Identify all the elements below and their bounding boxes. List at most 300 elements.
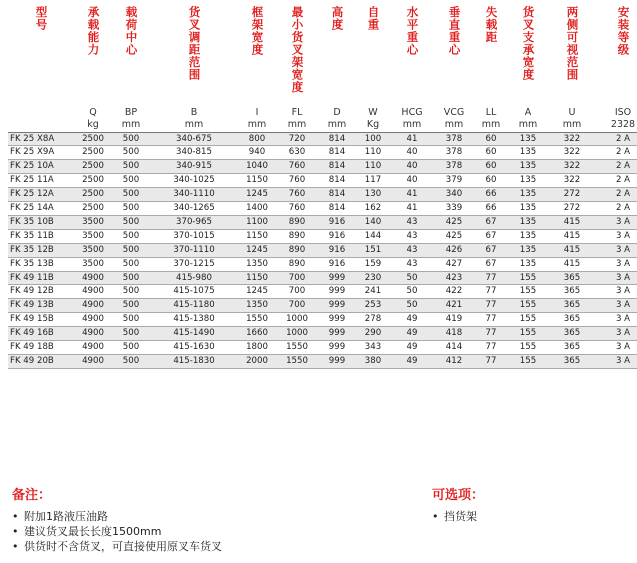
header-symbol-row xyxy=(8,98,637,118)
table-cell: 3 A xyxy=(596,355,637,369)
table-cell: 500 xyxy=(112,243,150,257)
table-cell: 2 A xyxy=(596,160,637,174)
table-cell: 4900 xyxy=(74,341,112,355)
column-header-label: 货叉调距范围 xyxy=(187,6,202,81)
table-row xyxy=(8,229,637,243)
table-cell: 500 xyxy=(112,160,150,174)
table-cell: 1800 xyxy=(238,341,276,355)
table-cell: 67 xyxy=(474,243,508,257)
header-label-row xyxy=(8,6,637,98)
bullet-icon: • xyxy=(432,510,439,523)
table-cell: 4900 xyxy=(74,355,112,369)
notes-title: 备注： xyxy=(12,488,52,503)
column-unit: mm xyxy=(390,118,434,133)
table-cell: 155 xyxy=(508,313,548,327)
table-cell: 340-915 xyxy=(150,160,238,174)
table-cell: 814 xyxy=(318,160,356,174)
table-cell: 4900 xyxy=(74,285,112,299)
table-cell: 370-965 xyxy=(150,215,238,229)
column-header xyxy=(318,6,356,98)
table-cell: 4900 xyxy=(74,313,112,327)
table-cell: 135 xyxy=(508,160,548,174)
table-cell: 3 A xyxy=(596,271,637,285)
table-cell: 322 xyxy=(548,160,596,174)
table-row xyxy=(8,215,637,229)
table-row xyxy=(8,160,637,174)
bullet-icon: • xyxy=(12,510,19,523)
table-cell: 322 xyxy=(548,146,596,160)
table-cell: 2 A xyxy=(596,132,637,146)
table-cell: 1100 xyxy=(238,215,276,229)
table-cell: 720 xyxy=(276,132,318,146)
table-cell: 100 xyxy=(356,132,390,146)
table-cell: 4900 xyxy=(74,327,112,341)
model-cell: FK 49 12B xyxy=(8,285,74,299)
table-cell: 3 A xyxy=(596,229,637,243)
table-cell: 155 xyxy=(508,271,548,285)
table-cell: 500 xyxy=(112,341,150,355)
table-cell: 60 xyxy=(474,132,508,146)
column-symbol: B xyxy=(190,106,198,118)
column-header xyxy=(548,6,596,98)
column-unit: mm xyxy=(112,118,150,133)
column-header xyxy=(112,6,150,98)
table-cell: 67 xyxy=(474,215,508,229)
table-cell: 1245 xyxy=(238,188,276,202)
column-header-label: 自重 xyxy=(366,6,381,31)
table-cell: 135 xyxy=(508,243,548,257)
column-unit: mm xyxy=(318,118,356,133)
table-cell: 419 xyxy=(434,313,474,327)
column-symbol xyxy=(8,98,74,118)
column-header-label: 框架宽度 xyxy=(250,6,265,56)
table-cell: 2500 xyxy=(74,202,112,216)
table-cell: 3 A xyxy=(596,257,637,271)
column-header-label: 型号 xyxy=(34,6,49,31)
table-cell: 500 xyxy=(112,188,150,202)
table-cell: 66 xyxy=(474,202,508,216)
table-cell: 890 xyxy=(276,243,318,257)
column-unit: mm xyxy=(434,118,474,133)
table-cell: 49 xyxy=(390,355,434,369)
table-cell: 415-1075 xyxy=(150,285,238,299)
table-cell: 365 xyxy=(548,271,596,285)
table-cell: 4900 xyxy=(74,271,112,285)
options-list xyxy=(432,509,484,524)
column-symbol: FL xyxy=(291,106,303,118)
table-row xyxy=(8,243,637,257)
table-cell: 272 xyxy=(548,188,596,202)
column-unit: mm xyxy=(508,118,548,133)
notes-item xyxy=(12,524,222,539)
spec-table xyxy=(8,6,637,369)
table-cell: 814 xyxy=(318,202,356,216)
table-cell: 760 xyxy=(276,188,318,202)
table-cell: 500 xyxy=(112,132,150,146)
bullet-icon: • xyxy=(12,525,19,538)
table-cell: 415-1830 xyxy=(150,355,238,369)
table-cell: 60 xyxy=(474,174,508,188)
table-cell: 916 xyxy=(318,229,356,243)
table-cell: 2500 xyxy=(74,174,112,188)
table-cell: 999 xyxy=(318,355,356,369)
column-unit: mm xyxy=(548,118,596,133)
table-cell: 340 xyxy=(434,188,474,202)
table-cell: 999 xyxy=(318,327,356,341)
table-cell: 425 xyxy=(434,215,474,229)
table-cell: 159 xyxy=(356,257,390,271)
table-cell: 3 A xyxy=(596,313,637,327)
table-cell: 41 xyxy=(390,132,434,146)
table-cell: 135 xyxy=(508,257,548,271)
table-cell: 415 xyxy=(548,243,596,257)
table-row xyxy=(8,202,637,216)
table-cell: 500 xyxy=(112,285,150,299)
table-cell: 60 xyxy=(474,146,508,160)
table-cell: 67 xyxy=(474,229,508,243)
table-cell: 3500 xyxy=(74,257,112,271)
column-symbol: VCG xyxy=(443,106,465,118)
table-cell: 67 xyxy=(474,257,508,271)
table-cell: 890 xyxy=(276,229,318,243)
table-cell: 999 xyxy=(318,313,356,327)
table-cell: 415-980 xyxy=(150,271,238,285)
spec-table-body xyxy=(8,132,637,368)
table-cell: 140 xyxy=(356,215,390,229)
table-cell: 272 xyxy=(548,202,596,216)
table-cell: 77 xyxy=(474,355,508,369)
table-cell: 421 xyxy=(434,299,474,313)
table-cell: 340-1110 xyxy=(150,188,238,202)
column-symbol: A xyxy=(524,106,532,118)
table-cell: 155 xyxy=(508,285,548,299)
table-cell: 700 xyxy=(276,271,318,285)
table-row xyxy=(8,355,637,369)
table-cell: 814 xyxy=(318,132,356,146)
table-cell: 135 xyxy=(508,215,548,229)
table-cell: 162 xyxy=(356,202,390,216)
table-cell: 500 xyxy=(112,327,150,341)
table-cell: 77 xyxy=(474,299,508,313)
table-cell: 916 xyxy=(318,243,356,257)
table-cell: 760 xyxy=(276,160,318,174)
model-cell: FK 25 X8A xyxy=(8,132,74,146)
column-unit: mm xyxy=(238,118,276,133)
column-header-label: 安装等级 xyxy=(616,6,631,56)
table-cell: 500 xyxy=(112,271,150,285)
table-cell: 43 xyxy=(390,243,434,257)
table-cell: 427 xyxy=(434,257,474,271)
table-cell: 322 xyxy=(548,132,596,146)
notes-item xyxy=(12,509,222,524)
column-header-label: 承载能力 xyxy=(86,6,101,56)
table-cell: 1550 xyxy=(238,313,276,327)
column-symbol: HCG xyxy=(401,106,423,118)
table-cell: 916 xyxy=(318,215,356,229)
table-cell: 940 xyxy=(238,146,276,160)
table-cell: 77 xyxy=(474,341,508,355)
table-cell: 415 xyxy=(548,215,596,229)
column-header xyxy=(508,6,548,98)
table-cell: 890 xyxy=(276,257,318,271)
table-cell: 110 xyxy=(356,160,390,174)
table-cell: 500 xyxy=(112,257,150,271)
model-cell: FK 25 11A xyxy=(8,174,74,188)
table-cell: 999 xyxy=(318,299,356,313)
column-symbol: Q xyxy=(89,106,97,118)
table-cell: 130 xyxy=(356,188,390,202)
column-unit: mm xyxy=(474,118,508,133)
table-cell: 1400 xyxy=(238,202,276,216)
table-cell: 340-1265 xyxy=(150,202,238,216)
table-cell: 2 A xyxy=(596,146,637,160)
table-cell: 415-1630 xyxy=(150,341,238,355)
model-cell: FK 35 11B xyxy=(8,229,74,243)
table-cell: 41 xyxy=(390,202,434,216)
header-unit-row xyxy=(8,118,637,133)
column-header-label: 垂直重心 xyxy=(447,6,462,56)
table-cell: 343 xyxy=(356,341,390,355)
column-header xyxy=(74,6,112,98)
table-cell: 60 xyxy=(474,160,508,174)
table-cell: 2500 xyxy=(74,160,112,174)
table-cell: 1245 xyxy=(238,243,276,257)
table-cell: 365 xyxy=(548,327,596,341)
table-cell: 700 xyxy=(276,299,318,313)
column-unit: kg xyxy=(74,118,112,133)
table-cell: 418 xyxy=(434,327,474,341)
model-cell: FK 25 X9A xyxy=(8,146,74,160)
table-cell: 3 A xyxy=(596,299,637,313)
table-cell: 1550 xyxy=(276,355,318,369)
table-cell: 916 xyxy=(318,257,356,271)
column-header-label: 两侧可视范围 xyxy=(565,6,580,81)
table-cell: 378 xyxy=(434,146,474,160)
table-cell: 370-1015 xyxy=(150,229,238,243)
table-cell: 135 xyxy=(508,132,548,146)
table-cell: 144 xyxy=(356,229,390,243)
table-cell: 500 xyxy=(112,215,150,229)
table-cell: 3 A xyxy=(596,341,637,355)
table-cell: 760 xyxy=(276,174,318,188)
table-cell: 290 xyxy=(356,327,390,341)
table-cell: 814 xyxy=(318,188,356,202)
column-header-label: 载荷中心 xyxy=(124,6,139,56)
table-row xyxy=(8,132,637,146)
table-cell: 135 xyxy=(508,174,548,188)
model-cell: FK 25 10A xyxy=(8,160,74,174)
table-cell: 370-1215 xyxy=(150,257,238,271)
column-symbol: U xyxy=(568,106,576,118)
column-header-label: 货叉支承宽度 xyxy=(521,6,536,81)
table-cell: 77 xyxy=(474,271,508,285)
column-header-label: 水平重心 xyxy=(405,6,420,56)
column-header xyxy=(390,6,434,98)
table-cell: 43 xyxy=(390,229,434,243)
table-cell: 365 xyxy=(548,313,596,327)
column-symbol: BP xyxy=(124,106,138,118)
table-cell: 500 xyxy=(112,174,150,188)
table-cell: 500 xyxy=(112,202,150,216)
table-cell: 999 xyxy=(318,341,356,355)
table-cell: 500 xyxy=(112,313,150,327)
column-header xyxy=(276,6,318,98)
notes-section xyxy=(12,484,222,554)
table-cell: 415 xyxy=(548,257,596,271)
table-cell: 760 xyxy=(276,202,318,216)
table-cell: 378 xyxy=(434,132,474,146)
column-symbol: ISO xyxy=(614,106,632,118)
column-header-label: 失载距 xyxy=(484,6,499,44)
table-cell: 340-675 xyxy=(150,132,238,146)
table-cell: 2 A xyxy=(596,188,637,202)
table-cell: 1150 xyxy=(238,271,276,285)
notes-item-text: 供货时不含货叉，可直接使用原叉车货叉 xyxy=(24,540,222,553)
column-header xyxy=(596,6,637,98)
table-cell: 77 xyxy=(474,285,508,299)
table-cell: 41 xyxy=(390,188,434,202)
table-cell: 3 A xyxy=(596,243,637,257)
table-cell: 1550 xyxy=(276,341,318,355)
table-cell: 117 xyxy=(356,174,390,188)
table-cell: 135 xyxy=(508,229,548,243)
table-cell: 340-1025 xyxy=(150,174,238,188)
table-row xyxy=(8,341,637,355)
table-cell: 3500 xyxy=(74,215,112,229)
table-cell: 50 xyxy=(390,285,434,299)
table-cell: 365 xyxy=(548,299,596,313)
table-row xyxy=(8,327,637,341)
model-cell: FK 25 12A xyxy=(8,188,74,202)
column-header-label: 最小货叉架宽度 xyxy=(290,6,305,94)
column-header xyxy=(8,6,74,98)
notes-item-text: 建议货叉最长长度1500mm xyxy=(24,525,162,538)
table-cell: 49 xyxy=(390,327,434,341)
table-cell: 426 xyxy=(434,243,474,257)
table-cell: 1040 xyxy=(238,160,276,174)
table-cell: 50 xyxy=(390,271,434,285)
table-cell: 425 xyxy=(434,229,474,243)
column-unit: mm xyxy=(276,118,318,133)
table-cell: 340-815 xyxy=(150,146,238,160)
table-cell: 253 xyxy=(356,299,390,313)
table-cell: 3 A xyxy=(596,327,637,341)
column-unit xyxy=(8,118,74,133)
column-header-label: 高度 xyxy=(330,6,345,31)
table-cell: 50 xyxy=(390,299,434,313)
table-cell: 415-1490 xyxy=(150,327,238,341)
table-cell: 49 xyxy=(390,313,434,327)
table-cell: 3 A xyxy=(596,285,637,299)
column-symbol: I xyxy=(255,106,259,118)
table-cell: 155 xyxy=(508,355,548,369)
table-cell: 77 xyxy=(474,327,508,341)
table-cell: 2500 xyxy=(74,146,112,160)
column-symbol: W xyxy=(368,106,378,118)
table-cell: 379 xyxy=(434,174,474,188)
table-cell: 1660 xyxy=(238,327,276,341)
model-cell: FK 49 20B xyxy=(8,355,74,369)
notes-item xyxy=(12,539,222,554)
table-cell: 378 xyxy=(434,160,474,174)
options-title: 可选项： xyxy=(432,488,485,503)
table-cell: 415-1180 xyxy=(150,299,238,313)
column-unit: mm xyxy=(150,118,238,133)
table-cell: 365 xyxy=(548,341,596,355)
model-cell: FK 49 18B xyxy=(8,341,74,355)
table-cell: 500 xyxy=(112,299,150,313)
model-cell: FK 35 13B xyxy=(8,257,74,271)
table-cell: 43 xyxy=(390,257,434,271)
table-cell: 230 xyxy=(356,271,390,285)
options-item xyxy=(432,509,484,524)
table-cell: 3500 xyxy=(74,229,112,243)
table-cell: 500 xyxy=(112,146,150,160)
table-cell: 241 xyxy=(356,285,390,299)
table-cell: 2000 xyxy=(238,355,276,369)
table-cell: 2 A xyxy=(596,202,637,216)
table-cell: 135 xyxy=(508,188,548,202)
table-cell: 500 xyxy=(112,355,150,369)
table-cell: 110 xyxy=(356,146,390,160)
options-item-text: 挡货架 xyxy=(444,510,477,523)
notes-list xyxy=(12,509,222,554)
table-cell: 40 xyxy=(390,174,434,188)
notes-item-text: 附加1路液压油路 xyxy=(24,510,108,523)
table-cell: 322 xyxy=(548,174,596,188)
column-header xyxy=(434,6,474,98)
column-header xyxy=(356,6,390,98)
table-row xyxy=(8,146,637,160)
table-cell: 339 xyxy=(434,202,474,216)
table-cell: 40 xyxy=(390,146,434,160)
model-cell: FK 49 16B xyxy=(8,327,74,341)
table-row xyxy=(8,257,637,271)
table-cell: 4900 xyxy=(74,299,112,313)
table-cell: 2 A xyxy=(596,174,637,188)
table-cell: 814 xyxy=(318,146,356,160)
table-cell: 700 xyxy=(276,285,318,299)
options-section xyxy=(432,484,484,524)
model-cell: FK 49 15B xyxy=(8,313,74,327)
model-cell: FK 49 13B xyxy=(8,299,74,313)
model-cell: FK 35 12B xyxy=(8,243,74,257)
table-cell: 151 xyxy=(356,243,390,257)
table-cell: 1350 xyxy=(238,299,276,313)
table-cell: 2500 xyxy=(74,188,112,202)
column-symbol: LL xyxy=(485,106,497,118)
table-cell: 999 xyxy=(318,271,356,285)
table-cell: 800 xyxy=(238,132,276,146)
table-row xyxy=(8,188,637,202)
table-cell: 49 xyxy=(390,341,434,355)
column-header xyxy=(238,6,276,98)
table-cell: 1000 xyxy=(276,327,318,341)
table-cell: 1245 xyxy=(238,285,276,299)
table-cell: 155 xyxy=(508,299,548,313)
table-cell: 412 xyxy=(434,355,474,369)
table-cell: 365 xyxy=(548,355,596,369)
model-cell: FK 49 11B xyxy=(8,271,74,285)
table-cell: 414 xyxy=(434,341,474,355)
table-cell: 2500 xyxy=(74,132,112,146)
table-cell: 135 xyxy=(508,202,548,216)
table-cell: 890 xyxy=(276,215,318,229)
table-cell: 415-1380 xyxy=(150,313,238,327)
table-row xyxy=(8,285,637,299)
table-cell: 500 xyxy=(112,229,150,243)
table-cell: 3500 xyxy=(74,243,112,257)
